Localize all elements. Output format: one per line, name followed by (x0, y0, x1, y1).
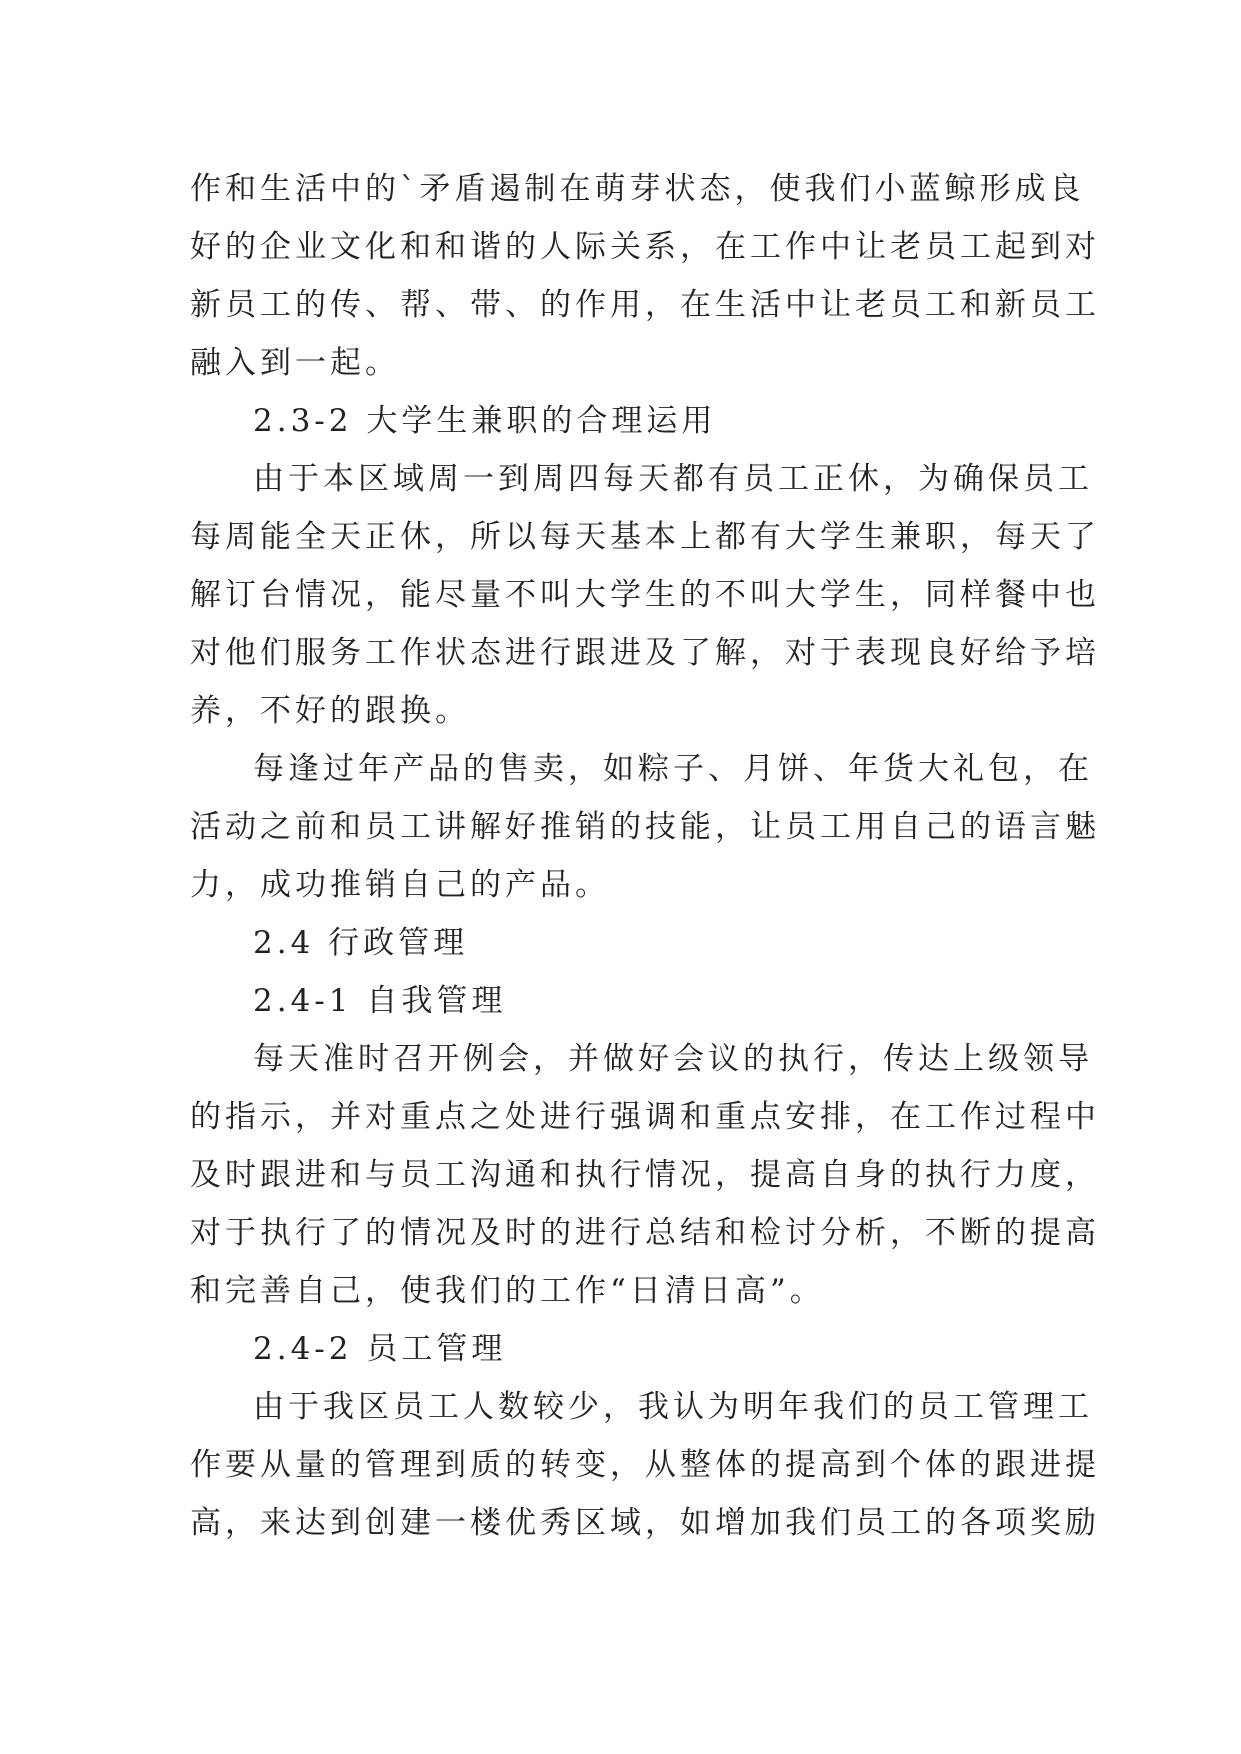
body-text-line: 好的企业文化和和谐的人际关系，在工作中让老员工起到对 (190, 229, 1100, 265)
body-text-line: 融入到一起。 (190, 345, 400, 381)
section-heading-2-4-1: 2.4-1 自我管理 (253, 983, 507, 1019)
body-text-line: 作要从量的管理到质的转变，从整体的提高到个体的跟进提 (190, 1447, 1100, 1483)
body-text-line: 对于执行了的情况及时的进行总结和检讨分析，不断的提高 (190, 1215, 1100, 1251)
body-text-line: 力，成功推销自己的产品。 (190, 867, 610, 903)
paragraph-first-line: 由于我区员工人数较少，我认为明年我们的员工管理工 (253, 1389, 1093, 1425)
document-body (190, 160, 1100, 1552)
paragraph-first-line: 由于本区域周一到周四每天都有员工正休，为确保员工 (253, 461, 1093, 497)
body-text-line: 和完善自己，使我们的工作“日清日高”。 (190, 1273, 825, 1309)
paragraph-first-line: 每逢过年产品的售卖，如粽子、月饼、年货大礼包，在 (253, 751, 1093, 787)
body-text-line: 作和生活中的`矛盾遏制在萌芽状态，使我们小蓝鲸形成良 (190, 171, 1085, 207)
section-heading-2-3-2: 2.3-2 大学生兼职的合理运用 (253, 403, 717, 439)
section-heading-2-4-2: 2.4-2 员工管理 (253, 1331, 507, 1367)
body-text-line: 活动之前和员工讲解好推销的技能，让员工用自己的语言魅 (190, 809, 1100, 845)
body-text-line: 每周能全天正休，所以每天基本上都有大学生兼职，每天了 (190, 519, 1100, 555)
body-text-line: 对他们服务工作状态进行跟进及了解，对于表现良好给予培 (190, 635, 1100, 671)
body-text-line: 高，来达到创建一楼优秀区域，如增加我们员工的各项奖励 (190, 1505, 1100, 1541)
body-text-line: 养，不好的跟换。 (190, 693, 470, 729)
section-heading-2-4: 2.4 行政管理 (253, 925, 469, 961)
body-text-line: 新员工的传、帮、带、的作用，在生活中让老员工和新员工 (190, 287, 1100, 323)
body-text-line: 的指示，并对重点之处进行强调和重点安排，在工作过程中 (190, 1099, 1100, 1135)
body-text-line: 及时跟进和与员工沟通和执行情况，提高自身的执行力度， (190, 1157, 1100, 1193)
body-text-line: 解订台情况，能尽量不叫大学生的不叫大学生，同样餐中也 (190, 577, 1100, 613)
paragraph-first-line: 每天准时召开例会，并做好会议的执行，传达上级领导 (253, 1041, 1093, 1077)
